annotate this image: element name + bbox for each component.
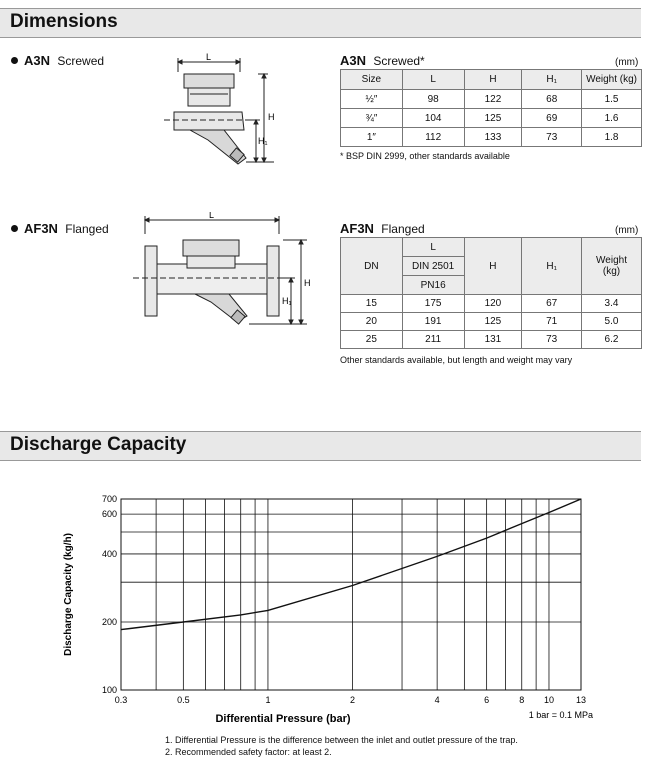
table-cell: 125 [464,313,522,331]
a3n-type: Screwed [57,54,105,68]
a3n-drawing [160,50,280,180]
chart-ticks [102,494,586,705]
a3n-unit: (mm) [615,57,639,68]
af3n-dim-h: H [304,278,311,288]
header-cell: L [402,238,464,257]
x-tick-label: 10 [543,695,554,705]
table-cell: 15 [341,295,403,313]
table-cell: 73 [522,331,582,349]
table-cell: 98 [402,90,464,109]
table-row [341,331,642,349]
af3n-table-type: Flanged [381,222,425,236]
af3n-dim-l: L [209,212,215,220]
y-tick-label: 200 [101,616,117,627]
table-cell: 1.6 [582,109,642,128]
footnote: 1. Differential Pressure is the difference between the inlet and outlet pressure of the trap. [165,735,518,745]
table-cell: 112 [402,128,464,147]
discharge-chart [0,470,650,732]
table-header-row [341,238,642,257]
header-cell: H₁ [522,238,582,295]
table-cell: 1″ [341,128,403,147]
table-cell: 133 [464,128,522,147]
af3n-table-title [340,221,425,236]
x-tick-label: 2 [350,695,356,705]
table-cell: 1.5 [582,90,642,109]
dimensions-header [0,8,641,38]
header-cell: L [402,70,464,90]
x-tick-label: 6 [484,695,490,705]
table-cell: 191 [402,313,464,331]
af3n-label [11,221,109,236]
af3n-type: Flanged [65,222,109,236]
a3n-table-title [340,53,425,68]
x-tick-label: 0.3 [114,695,128,705]
table-cell: 73 [522,128,582,147]
af3n-unit: (mm) [615,225,639,236]
table-row [341,313,642,331]
table-cell: 71 [522,313,582,331]
table-cell: 1.8 [582,128,642,147]
table-cell: 104 [402,109,464,128]
a3n-table-model: A3N [340,53,367,68]
table-row [341,128,642,147]
table-cell: 5.0 [582,313,642,331]
y-tick-label: 600 [101,509,117,520]
a3n-table [340,69,642,147]
a3n-dim-h1: H₁ [258,136,268,146]
x-axis-label: Differential Pressure (bar) [215,713,351,725]
af3n-drawing [133,212,313,332]
af3n-table-model: AF3N [340,221,374,236]
x-tick-label: 8 [519,695,525,705]
af3n-table [340,237,642,349]
y-tick-label: 400 [101,548,117,559]
x-tick-label: 13 [575,695,587,705]
table-cell: 6.2 [582,331,642,349]
a3n-table-type: Screwed* [373,54,425,68]
footnote: 2. Recommended safety factor: at least 2. [165,747,332,757]
table-cell: ¾″ [341,109,403,128]
table-cell: 211 [402,331,464,349]
table-cell: 175 [402,295,464,313]
y-tick-label: 100 [101,685,117,695]
af3n-dim-h1: H₁ [282,296,292,306]
table-cell: 69 [522,109,582,128]
table-cell: 20 [341,313,403,331]
header-cell: H [464,238,522,295]
x-tick-label: 1 [265,695,271,705]
header-cell: DN [341,238,403,295]
header-cell: DIN 2501 [402,257,464,276]
header-cell: H [464,70,522,90]
y-tick-label: 700 [101,494,117,504]
a3n-label [11,53,104,68]
header-cell: PN16 [402,276,464,295]
discharge-header [0,431,641,461]
table-row [341,295,642,313]
x-tick-label: 4 [434,695,440,705]
a3n-note: * BSP DIN 2999, other standards available [340,151,510,161]
table-cell: 67 [522,295,582,313]
header-cell: Weight (kg) [582,70,642,90]
unit-annotation: 1 bar = 0.1 MPa [528,710,593,720]
header-cell: Size [341,70,403,90]
bullet-icon [11,57,18,64]
table-header-row [341,70,642,90]
capacity-curve [121,499,581,630]
header-cell: H₁ [522,70,582,90]
table-cell: 125 [464,109,522,128]
a3n-model: A3N [24,53,51,68]
table-row [341,109,642,128]
dimensions-title: Dimensions [10,11,118,32]
af3n-note: Other standards available, but length and weight may vary [340,355,573,365]
a3n-dim-l: L [206,52,212,62]
table-row [341,90,642,109]
table-cell: ½″ [341,90,403,109]
table-cell: 120 [464,295,522,313]
table-cell: 25 [341,331,403,349]
header-cell: Weight (kg) [582,238,642,295]
table-cell: 131 [464,331,522,349]
discharge-title: Discharge Capacity [10,434,187,455]
bullet-icon [11,225,18,232]
table-cell: 68 [522,90,582,109]
table-cell: 3.4 [582,295,642,313]
a3n-dim-h: H [268,112,275,122]
table-cell: 122 [464,90,522,109]
x-tick-label: 0.5 [177,695,190,705]
y-axis-label: Discharge Capacity (kg/h) [63,533,74,656]
af3n-model: AF3N [24,221,58,236]
